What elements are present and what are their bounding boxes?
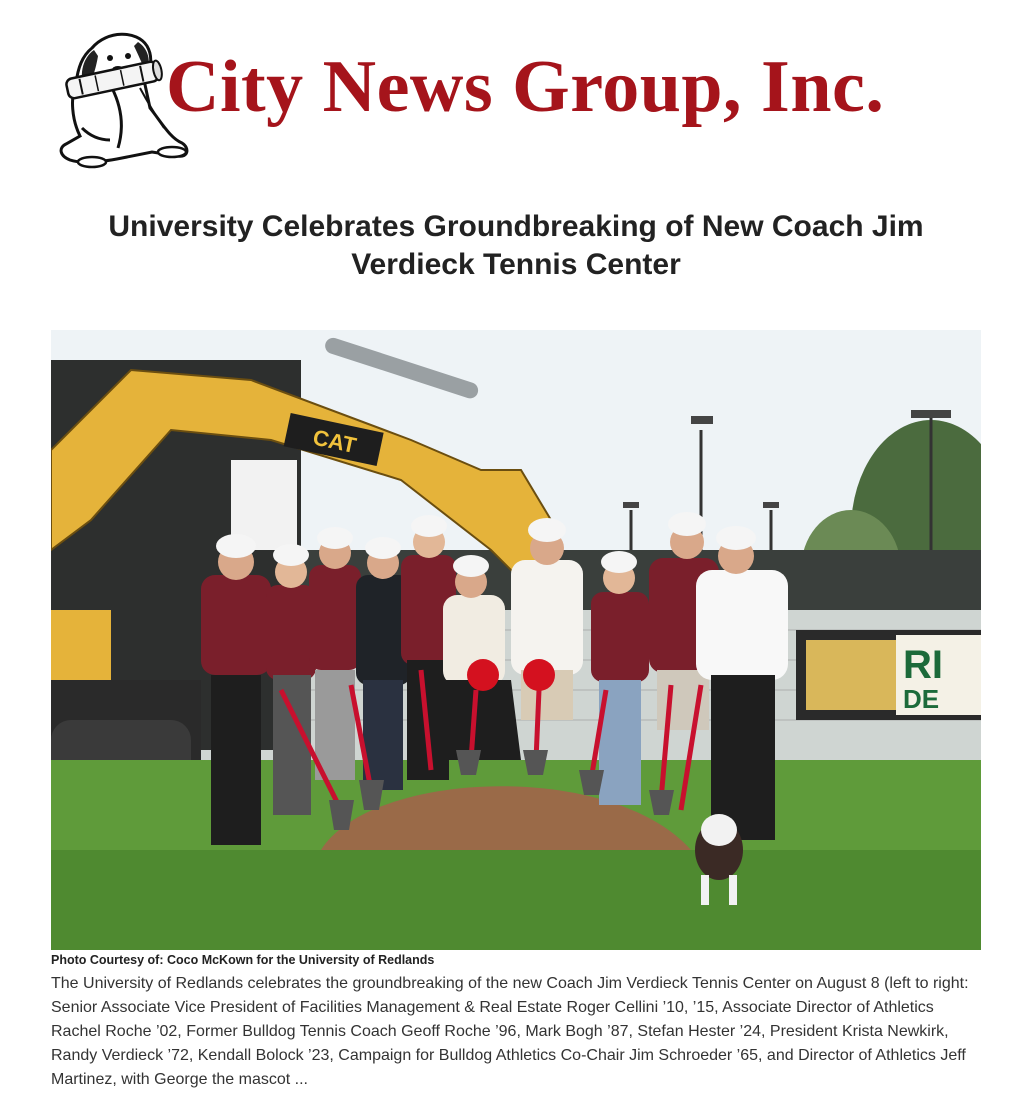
photo-credit: Photo Courtesy of: Coco McKown for the University of Redlands (51, 953, 435, 967)
groundbreaking-photo (51, 330, 981, 950)
brand-name[interactable]: City News Group, Inc. (166, 46, 885, 128)
article-photo (51, 330, 981, 950)
article-headline: University Celebrates Groundbreaking of New Coach Jim Verdieck Tennis Center (108, 210, 924, 281)
svg-text:RI: RI (903, 643, 943, 687)
svg-text:DE: DE (903, 684, 940, 714)
photo-caption: The University of Redlands celebrates the groundbreaking of the new Coach Jim Verdieck Tennis Center on August 8 (left to right: Senior Associate Vice President of Facilities Management & Real Estate Roger Cellini ’10, ’15, Associate Director of Athletics Rachel Roche ’02, Former Bulldog Tennis Coach Geoff Roche ’96, Mark Bogh ’87, Stefan Hester ’24, President Krista Newkirk, Randy Verdieck ’72, Kendall Bolock ’23, Campaign for Bulldog Athletics Co-Chair Jim Schroeder ’65, and Director of Athletics Jeff Martinez, with George the mascot ... (51, 975, 969, 1088)
masthead (52, 28, 982, 178)
svg-text:CAT: CAT (310, 424, 359, 459)
